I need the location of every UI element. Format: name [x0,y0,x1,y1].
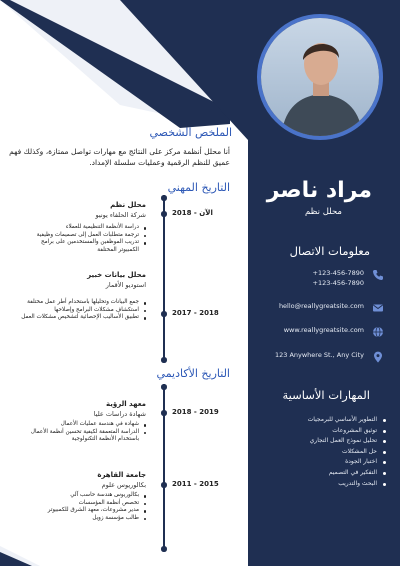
bullet-item: بكالوريوس هندسة حاسب آلي [21,492,146,500]
experience-bullets-2 [21,299,146,322]
timeline-dot [161,546,167,552]
contact-website[interactable]: www.reallygreatsite.com [283,326,364,334]
timeline-dot [161,311,167,317]
bullet-item: مدير مشروعات، معهد الشرق للكمبيوتر [21,507,146,515]
bullet-item: ترجمة متطلبات العمل إلى تصميمات وظيفية [21,232,146,240]
education-bullets-1 [21,421,146,444]
skill-item: تحليل نموذج العمل التجاري [308,436,386,447]
contact-phone-row [266,266,384,288]
globe-icon [372,326,384,338]
experience-org-1: شركة الحلفاء يونيو [95,211,146,219]
skill-item: التطوير الأساسي للبرمجيات [308,415,386,426]
skills-section-title: المهارات الأساسية [282,388,370,402]
education-section-title: التاريخ الأكاديمي [156,367,230,380]
person-role: محلل نظم [305,207,342,217]
bullet-item: تطبيق الأساليب الإحصائية لتشخيص مشكلات العمل [21,314,146,322]
profile-section-title: الملخص الشخصي [149,126,232,139]
skill-item: اختبار الجودة [308,457,386,468]
education-bullets-2 [21,492,146,522]
timeline-dot [161,211,167,217]
skill-item: التفكير في التصميم [308,468,386,479]
experience-org-2: استوديو الأقمار [105,281,146,289]
person-avatar-icon [261,18,379,136]
education-title-1: معهد الرؤية [106,400,146,408]
bullet-item: دراسة الأنظمة التنظيمية للعملاء [21,224,146,232]
bullet-item: تدريب الموظفين والمستخدمين على برامج الكمبيوتر المختلفة [21,239,146,254]
education-period-2: 2011 - 2015 [172,480,219,488]
skill-item: البحث والتدريب [308,479,386,490]
email-icon [372,302,384,314]
profile-photo [257,14,383,140]
experience-title-1: محلل نظم [110,201,146,209]
timeline-dot [161,357,167,363]
location-pin-icon [372,351,384,363]
contact-section-title: معلومات الاتصال [289,244,370,258]
education-title-2: جامعة القاهرة [97,471,146,479]
experience-section-title: التاريخ المهني [167,181,230,194]
bullet-item: الدراسة المتعمقة لكيفية تحسين أنظمة الأعمال باستخدام الأنظمة التكنولوجية [21,429,146,444]
contact-phones [313,268,365,288]
experience-period-2: 2017 - 2018 [172,309,219,317]
skill-item: حل المشكلات [308,447,386,458]
bullet-item: استكشاف مشكلات البرامج وإصلاحها [21,307,146,315]
timeline-dot [161,410,167,416]
education-degree-1: شهادة دراسات عليا [93,410,146,418]
contact-address: 123 Anywhere St., Any City [274,351,364,359]
profile-summary: أنا محلل أنظمة مركز على النتائج مع مهارات تواصل ممتازة، وكذلك فهم عميق للنظم الرقمية وعمليات سلسلة الإمداد. [9,147,230,167]
phone-icon [372,269,384,281]
education-degree-2: بكالوريوس علوم [101,481,146,489]
skill-item: توثيق المشروعات [308,426,386,437]
bullet-item: جمع البيانات وتحليلها باستخدام أطر عمل مختلفة [21,299,146,307]
timeline-dot [161,195,167,201]
experience-period-1: الآن - 2018 [172,209,213,217]
contact-address-row [266,348,384,370]
contact-email-row [266,299,384,321]
education-period-1: 2018 - 2019 [172,408,219,416]
person-name: مراد ناصر [266,178,372,203]
timeline-dot [161,384,167,390]
skills-list [308,415,386,489]
contact-email[interactable]: hello@reallygreatsite.com [278,302,364,310]
experience-timeline-line [163,195,165,360]
experience-title-2: محلل بيانات خبير [87,271,146,279]
bullet-item: شهادة في هندسة عمليات الأعمال [21,421,146,429]
bullet-item: تخصص أنظمة المؤسسات [21,500,146,508]
experience-bullets-1 [21,224,146,254]
phone-number-2: +123-456-7890 [312,279,364,287]
bullet-item: طالب مؤسسة زويل [21,515,146,523]
phone-number-1: +123-456-7890 [312,269,364,277]
timeline-dot [161,482,167,488]
contact-website-row [266,323,384,345]
